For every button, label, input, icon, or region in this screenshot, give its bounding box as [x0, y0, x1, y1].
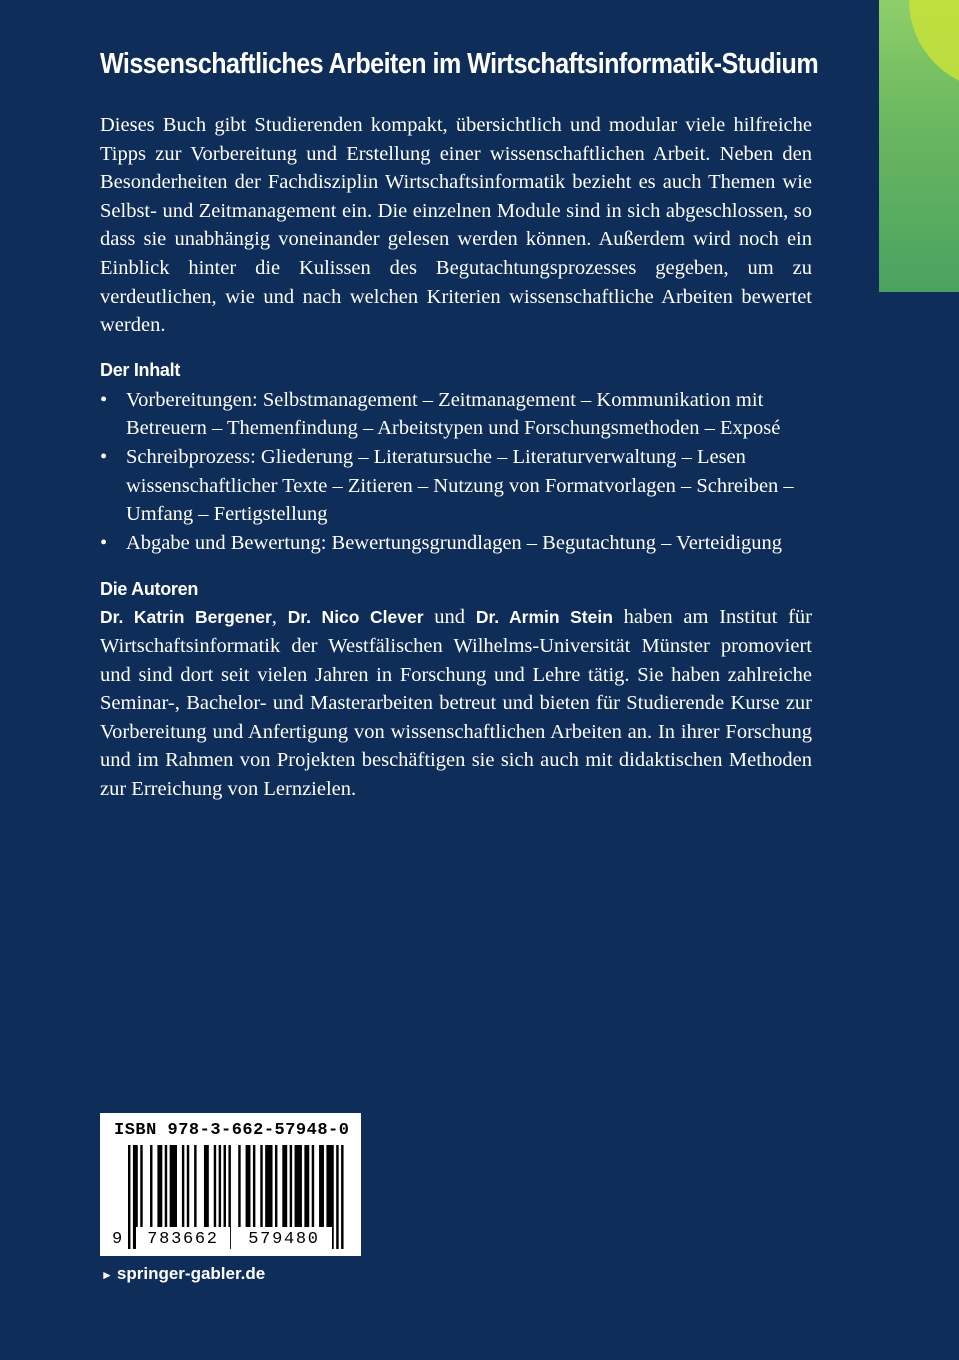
- author-name-3: Dr. Armin Stein: [475, 607, 613, 628]
- intro-paragraph: Dieses Buch gibt Studierenden kompakt, übersichtlich und modular viele hilfreiche Tipps zur Vorbereitung und Erstellung einer wissenschaftlichen Arbeit. Neben den Besonderheiten der Fachdisziplin Wirtschaftsinformatik bezieht es auch Themen wie Selbst- und Zeitmanagement ein. Die einzelnen Module sind in sich abgeschlossen, so dass sie unabhängig voneinander gelesen werden können. Außerdem wird noch ein Einblick hinter die Kulissen des Begutachtungsprozesses gegeben, um zu verdeutlichen, wie und nach welchen Kriterien wissenschaftliche Arbeiten bewertet werden.: [100, 114, 812, 337]
- play-arrow-icon: ►: [101, 1268, 113, 1282]
- barcode-digits-right: 579480: [236, 1227, 332, 1253]
- website-url: springer-gabler.de: [116, 1264, 266, 1283]
- bullet: •: [100, 531, 108, 554]
- authors-heading: Die Autoren: [100, 579, 199, 600]
- authors-paragraph: [100, 603, 812, 803]
- contents-list: [100, 386, 812, 558]
- author-separator: ,: [271, 606, 288, 629]
- list-item: [100, 386, 812, 443]
- publisher-website: [101, 1262, 265, 1287]
- book-title: Wissenschaftliches Arbeiten im Wirtschaftsinformatik-Studium: [100, 48, 819, 80]
- list-item-text: Vorbereitungen: Selbstmanagement – Zeitmanagement – Kommunikation mit Betreuern – Themenfindung – Arbeitstypen und Forschungsmethoden – Exposé: [126, 388, 781, 440]
- list-item-text: Abgabe und Bewertung: Bewertungsgrundlagen – Begutachtung – Verteidigung: [126, 531, 783, 554]
- cover-accent-stripe: [879, 0, 959, 292]
- list-item-text: Schreibprozess: Gliederung – Literatursuche – Literaturverwaltung – Lesen wissenschaftlicher Texte – Zitieren – Nutzung von Formatvorlagen – Schreiben – Umfang – Fertigstellung: [126, 445, 794, 526]
- author-name-2: Dr. Nico Clever: [287, 607, 424, 628]
- accent-arc: [909, 0, 959, 90]
- author-separator: und: [423, 606, 476, 629]
- barcode-digit-first: 9: [112, 1230, 123, 1249]
- contents-heading: Der Inhalt: [100, 359, 181, 380]
- list-item: [100, 443, 812, 529]
- author-name-1: Dr. Katrin Bergener: [100, 607, 272, 628]
- authors-bio: haben am Institut für Wirtschaftsinformatik der Westfälischen Wilhelms-Universität Münster promoviert und sind dort seit vielen Jahren in Forschung und Lehre tätig. Sie haben zahlreiche Seminar-, Bachelor- und Masterarbeiten betreut und bieten für Studierende Kurse zur Vorbereitung und Anfertigung von wissenschaftlichen Arbeiten an. In ihrer Forschung und im Rahmen von Projekten beschäftigen sie sich auch mit didaktischen Methoden zur Erreichung von Lernzielen.: [100, 606, 812, 800]
- barcode-digits-left: 783662: [136, 1227, 230, 1253]
- bullet: •: [100, 388, 108, 411]
- bullet: •: [100, 445, 108, 468]
- back-cover-text: [100, 111, 812, 803]
- barcode-digits: [112, 1227, 348, 1253]
- isbn-number: ISBN 978-3-662-57948-0: [114, 1121, 350, 1140]
- isbn-barcode: [100, 1113, 361, 1256]
- list-item: [100, 529, 812, 558]
